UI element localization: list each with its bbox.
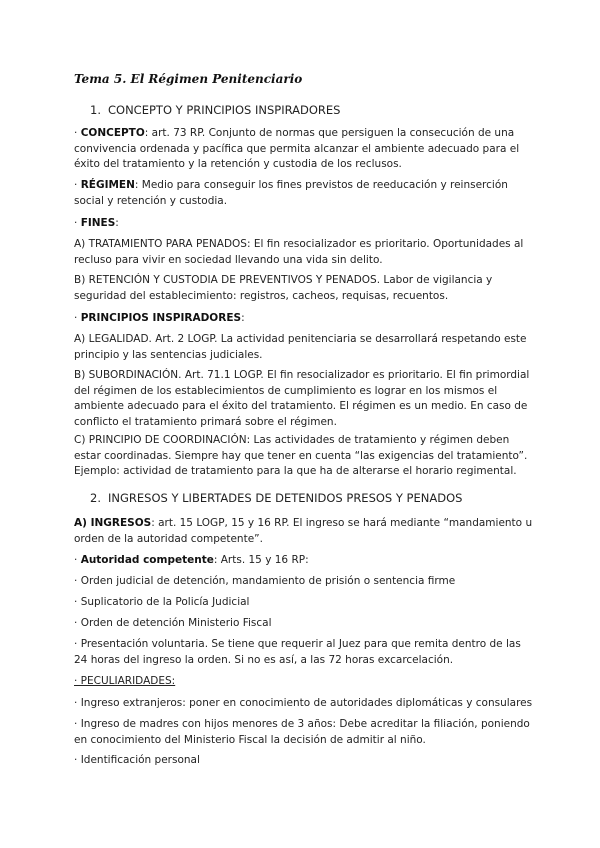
fines-text: : xyxy=(115,217,119,229)
principios-paragraph: · PRINCIPIOS INSPIRADORES: xyxy=(74,312,245,324)
autoridad-text: : Arts. 15 y 16 RP: xyxy=(213,554,309,566)
list-item: · Orden judicial de detención, mandamiento de prisión o sentencia firme xyxy=(74,575,456,587)
peculiaridades-heading: · PECULIARIDADES: xyxy=(74,675,176,687)
autoridad-paragraph: · Autoridad competente: Arts. 15 y 16 RP: xyxy=(74,554,309,566)
concepto-text: : art. 73 RP. Conjunto de normas que persiguen la consecución de una convivencia ordenada y pacífica que permita alcanzar el ambiente adecuado para el éxito del tratamiento y la retención y custodia de los reclusos. xyxy=(74,127,520,170)
principio-c-paragraph: C) PRINCIPIO DE COORDINACIÓN: Las actividades de tratamiento y régimen deben estar coordinadas. Siempre hay que tener en cuenta “las exigencias del tratamiento”. Ejemplo: actividad de tratamiento para la que ha de alterarse el horario regimental. xyxy=(74,434,528,477)
list-item: · Orden de detención Ministerio Fiscal xyxy=(74,617,272,629)
section-1-title: CONCEPTO Y PRINCIPIOS INSPIRADORES xyxy=(108,103,341,117)
list-item: · Ingreso extranjeros: poner en conocimiento de autoridades diplomáticas y consulares xyxy=(74,697,533,709)
list-item: · Identificación personal xyxy=(74,754,200,766)
ingresos-paragraph xyxy=(74,516,534,547)
section-2-heading xyxy=(90,491,462,507)
list-item: · Ingreso de madres con hijos menores de 3 años: Debe acreditar la filiación, poniendo en conocimiento del Ministerio Fiscal la decisión de admitir al niño. xyxy=(74,718,530,746)
regimen-paragraph: · RÉGIMEN: Medio para conseguir los fines previstos de reeducación y reinserción social y retención y custodia. xyxy=(74,179,508,207)
section-2-title: INGRESOS Y LIBERTADES DE DETENIDOS PRESOS Y PENADOS xyxy=(108,491,463,505)
ingresos-label: A) INGRESOS xyxy=(74,517,152,529)
principio-b-paragraph: B) SUBORDINACIÓN. Art. 71.1 LOGP. El fin resocializador es prioritario. El fin primordial del régimen de los establecimientos de cumplimiento es lograr en los mismos el ambiente adecuado para el éxito del tratamiento. El régimen es un medio. En caso de conflicto el tratamiento primará sobre el régimen. xyxy=(74,369,530,428)
fines-a-paragraph: A) TRATAMIENTO PARA PENADOS: El fin resocializador es prioritario. Oportunidades al recluso para vivir en sociedad llevando una vida sin delito. xyxy=(74,238,524,266)
fines-paragraph: · FINES: xyxy=(74,217,119,229)
principio-a-paragraph: A) LEGALIDAD. Art. 2 LOGP. La actividad penitenciaria se desarrollará respetando este principio y las sentencias judiciales. xyxy=(74,333,527,361)
concepto-label: CONCEPTO xyxy=(80,127,145,139)
principios-text: : xyxy=(241,312,245,324)
fines-label: FINES xyxy=(80,217,116,229)
autoridad-label: Autoridad competente xyxy=(80,554,214,566)
page-title: Tema 5. El Régimen Penitenciario xyxy=(74,72,303,86)
section-1-heading xyxy=(90,103,340,119)
section-1-number: 1. xyxy=(90,103,101,117)
regimen-text: : Medio para conseguir los fines previstos de reeducación y reinserción social y retención y custodia. xyxy=(74,179,508,207)
principios-label: PRINCIPIOS INSPIRADORES xyxy=(80,312,242,324)
fines-b-paragraph: B) RETENCIÓN Y CUSTODIA DE PREVENTIVOS Y PENADOS. Labor de vigilancia y seguridad del establecimiento: registros, cacheos, requisas, recuentos. xyxy=(74,274,493,302)
list-item: · Suplicatorio de la Policía Judicial xyxy=(74,596,250,608)
section-2-number: 2. xyxy=(90,491,101,505)
list-item: · Presentación voluntaria. Se tiene que requerir al Juez para que remita dentro de las 24 horas del ingreso la orden. Si no es así, a las 72 horas excarcelación. xyxy=(74,638,521,666)
concepto-paragraph: · CONCEPTO: art. 73 RP. Conjunto de normas que persiguen la consecución de una convivencia ordenada y pacífica que permita alcanzar el ambiente adecuado para el éxito del tratamiento y la retención y custodia de los reclusos. xyxy=(74,127,520,170)
regimen-label: RÉGIMEN xyxy=(80,179,135,191)
ingresos-text: : art. 15 LOGP, 15 y 16 RP. El ingreso se hará mediante “mandamiento u orden de la autoridad competente”. xyxy=(74,517,533,545)
